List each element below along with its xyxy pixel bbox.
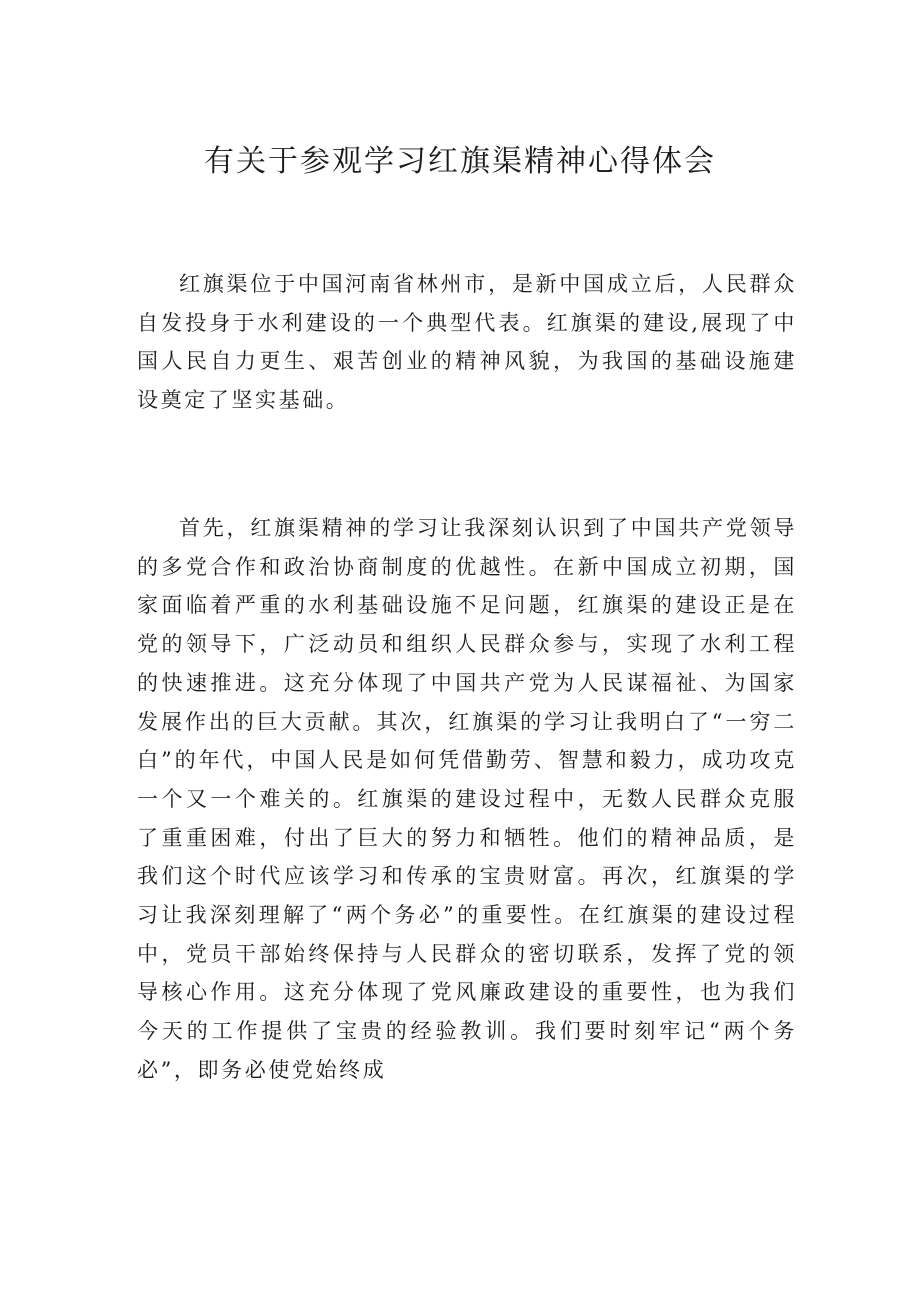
document-title: 有关于参观学习红旗渠精神心得体会 <box>204 144 716 179</box>
paragraph-intro: 红旗渠位于中国河南省林州市，是新中国成立后，人民群众自发投身于水利建设的一个典型代表。红旗渠的建设,展现了中国人民自力更生、艰苦创业的精神风貌，为我国的基础设施建设奠定了坚实基础。 <box>137 272 797 413</box>
paragraph-body: 首先，红旗渠精神的学习让我深刻认识到了中国共产党领导的多党合作和政治协商制度的优越性。在新中国成立初期，国家面临着严重的水利基础设施不足问题，红旗渠的建设正是在党的领导下，广泛动员和组织人民群众参与，实现了水利工程的快速推进。这充分体现了中国共产党为人民谋福祉、为国家发展作出的巨大贡献。其次，红旗渠的学习让我明白了“一穷二白”的年代，中国人民是如何凭借勤劳、智慧和毅力，成功攻克一个又一个难关的。红旗渠的建设过程中，无数人民群众克服了重重困难，付出了巨大的努力和牺牲。他们的精神品质，是我们这个时代应该学习和传承的宝贵财富。再次，红旗渠的学习让我深刻理解了“两个务必”的重要性。在红旗渠的建设过程中，党员干部始终保持与人民群众的密切联系，发挥了党的领导核心作用。这充分体现了党风廉政建设的重要性，也为我们今天的工作提供了宝贵的经验教训。我们要时刻牢记“两个务必”，即务必使党始终成 <box>137 516 797 1082</box>
